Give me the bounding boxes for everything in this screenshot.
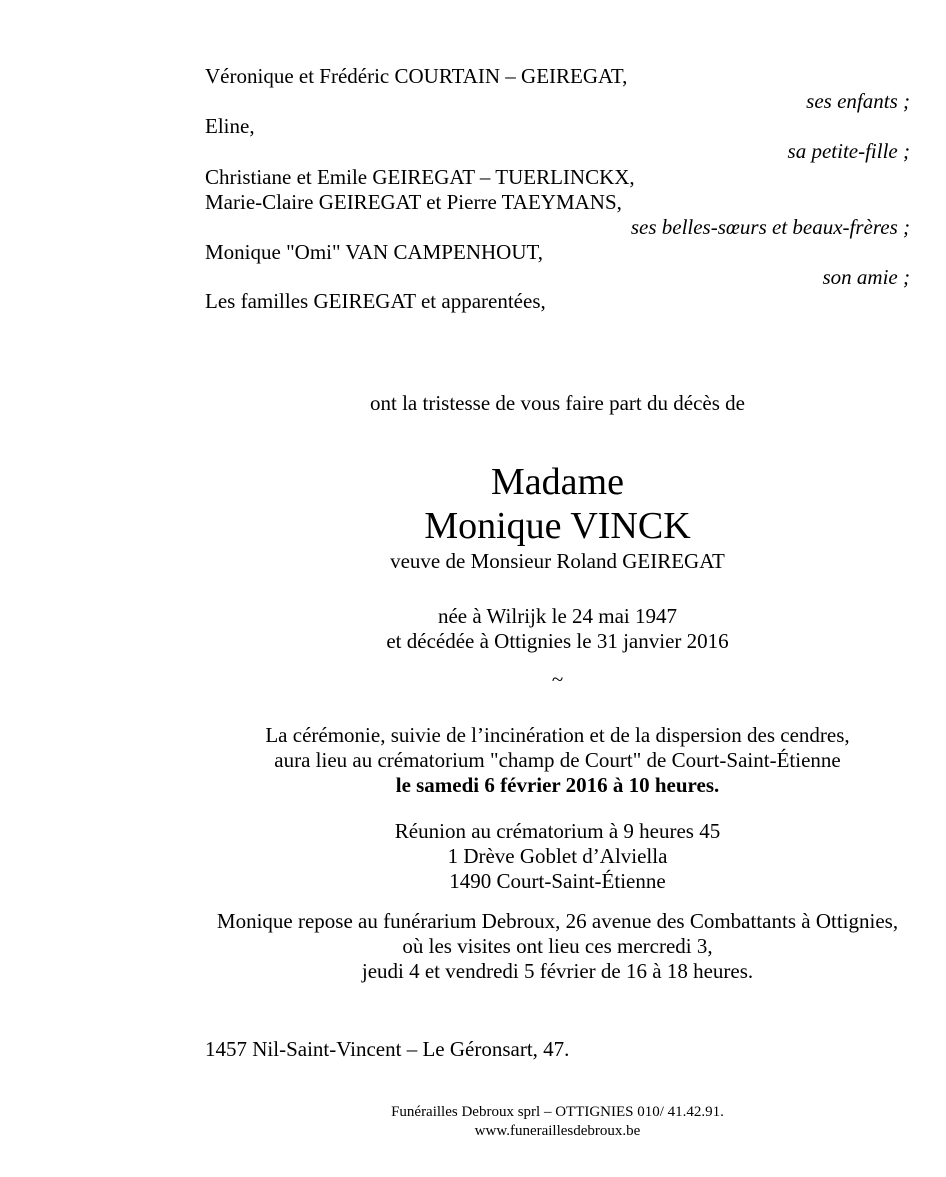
relatives-marieclaire-line: Marie-Claire GEIREGAT et Pierre TAEYMANS,	[205, 190, 622, 214]
footer-funeral-home-line: Funérailles Debroux sprl – OTTIGNIES 010/ 41.42.91.	[391, 1104, 724, 1120]
visitation-line-3: jeudi 4 et vendredi 5 février de 16 à 18 heures.	[361, 959, 754, 983]
meeting-address-line-1: 1 Drève Goblet d’Alviella	[447, 844, 668, 868]
separator-tilde: ~	[551, 667, 564, 691]
ceremony-datetime-line: le samedi 6 février 2016 à 10 heures.	[395, 773, 720, 797]
relative-eline-line: Eline,	[205, 114, 255, 138]
meeting-line: Réunion au crématorium à 9 heures 45	[394, 819, 721, 843]
deceased-title: Madame	[491, 461, 624, 503]
ceremony-line-2: aura lieu au crématorium "champ de Court" de Court-Saint-Étienne	[274, 748, 841, 772]
footer-website: www.funeraillesdebroux.be	[474, 1123, 641, 1139]
relation-son-amie: son amie ;	[822, 265, 910, 289]
meeting-address-line-2: 1490 Court-Saint-Étienne	[449, 869, 666, 893]
relation-ses-enfants: ses enfants ;	[806, 89, 910, 113]
relatives-children-line: Véronique et Frédéric COURTAIN – GEIREGAT,	[205, 64, 628, 88]
visitation-line-2: où les visites ont lieu ces mercredi 3,	[402, 934, 713, 958]
deceased-name: Monique VINCK	[424, 505, 691, 547]
deceased-death-line: et décédée à Ottignies le 31 janvier 2016	[386, 629, 729, 653]
ceremony-line-1: La cérémonie, suivie de l’incinération et de la dispersion des cendres,	[265, 723, 850, 747]
relation-belles-soeurs: ses belles-sœurs et beaux-frères ;	[630, 215, 910, 239]
visitation-line-1: Monique repose au funérarium Debroux, 26 avenue des Combattants à Ottignies,	[216, 909, 899, 933]
relation-sa-petite-fille: sa petite-fille ;	[787, 139, 910, 163]
relatives-christiane-line: Christiane et Emile GEIREGAT – TUERLINCKX,	[205, 165, 635, 189]
relative-monique-omi-line: Monique "Omi" VAN CAMPENHOUT,	[205, 240, 543, 264]
sender-address-line: 1457 Nil-Saint-Vincent – Le Géronsart, 47.	[205, 1037, 570, 1061]
intro-line: ont la tristesse de vous faire part du décès de	[370, 391, 745, 415]
deceased-widow-line: veuve de Monsieur Roland GEIREGAT	[390, 549, 725, 573]
families-line: Les familles GEIREGAT et apparentées,	[205, 289, 546, 313]
deceased-birth-line: née à Wilrijk le 24 mai 1947	[437, 604, 678, 628]
